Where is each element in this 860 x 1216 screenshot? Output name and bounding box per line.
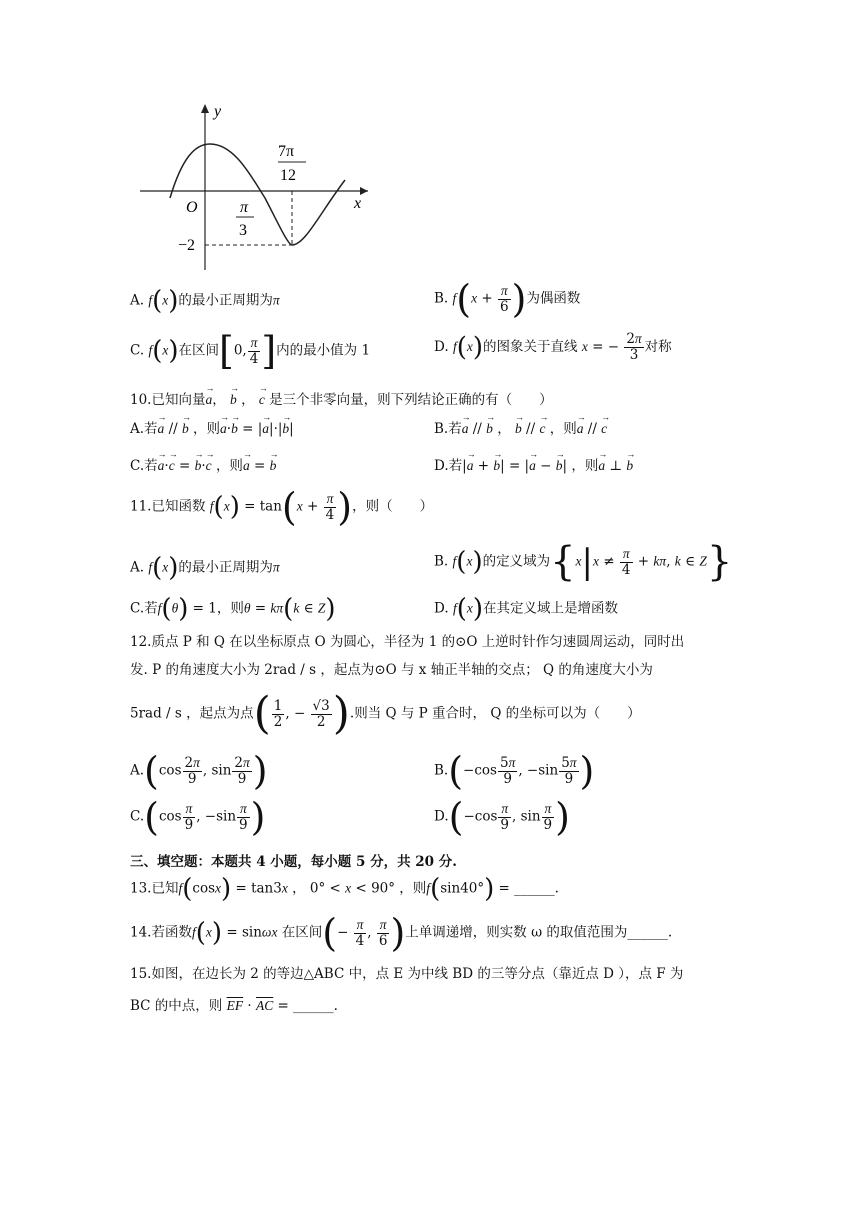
q10-option-d: D.若|→ a + → b| = |→ a − → b| ，则→ a ⊥ → b — [434, 454, 633, 474]
x-axis-label: x — [354, 195, 362, 212]
origin-label: O — [186, 199, 198, 216]
q12-line2: 发. P 的角速度大小为 2rad / s ，起点为⊙O 与 x 轴正半轴的交点； Q 的角速度大小为 — [130, 662, 653, 678]
q9-option-a: A. f(x)的最小正周期为π — [130, 286, 280, 316]
q12-option-b: B.(−cos $\frac{5\pi}{9}$ , −sin $\frac{5\pi}{9}$ ) — [434, 749, 595, 793]
q13: 13.已知f(cosx) = tan3x ， 0° < x < 90° ，则f(sin40°) = ______. — [130, 874, 559, 904]
q12-option-a: A.(cos $\frac{2\pi}{9}$ , sin $\frac{2\pi}{9}$ ) — [130, 749, 268, 793]
q12-line1: 12.质点 P 和 Q 在以坐标原点 O 为圆心，半径为 1 的⊙O 上逆时针作匀速圆周运动，同时出 — [130, 634, 685, 650]
q10-option-a: A.若→ a // → b ，则→ a·→ b = |→ a|·|→ b| — [130, 417, 294, 437]
q12-option-c: C.(cos $\frac{\pi}{9}$ , −sin $\frac{\pi}{9}$ ) — [130, 795, 266, 839]
q15-line1: 15.如图，在边长为 2 的等边△ABC 中，点 E 为中线 BD 的三等分点（靠近点 D ），点 F 为 — [130, 966, 684, 982]
q10-stem: 10.已知向量→ a， → b ， → c 是三个非零向量，则下列结论正确的有（ ） — [130, 388, 553, 408]
pi3-num: π — [240, 199, 249, 216]
min-label: −2 — [178, 237, 196, 254]
q9-option-c: C. f(x)在区间[0, $\frac{\pi}{4}$ ]内的最小值为 1 — [130, 329, 371, 373]
q9-option-d: D. f(x)的图象关于直线 x = − $\frac{2\pi}{3}$ 对称 — [434, 331, 672, 363]
q11-option-c: C.若f(θ) = 1，则θ = kπ(k ∈ Z) — [130, 594, 336, 624]
section-3-heading: 三、填空题：本题共 4 小题，每小题 5 分，共 20 分. — [130, 854, 457, 870]
q11-option-a: A. f(x)的最小正周期为π — [130, 553, 280, 583]
q10-option-c: C.若→ a·→ c = → b·→ c ，则→ a = → b — [130, 454, 276, 474]
q14: 14.若函数f(x) = sinωx 在区间(− $\frac{\pi}{4}$ , $\frac{\pi}{6}$ )上单调递增，则实数 ω 的取值范围为______. — [130, 911, 673, 955]
q11-stem: 11.已知函数 f(x) = tan(x + $\frac{\pi}{4}$ )，则（ ） — [130, 485, 434, 529]
q12-option-d: D.(−cos $\frac{\pi}{9}$ , sin $\frac{\pi}{9}$ ) — [434, 795, 570, 839]
q9-option-b: B. f(x + $\frac{\pi}{6}$ )为偶函数 — [434, 277, 581, 321]
peak-num: 7π — [278, 143, 295, 160]
q12-line3: 5rad / s ，起点为点( $\frac{1}{2}$ , − $\frac{√3}{2}$ ).则当 Q 与 P 重合时， Q 的坐标可以为（ ） — [130, 688, 641, 739]
y-axis-label: y — [214, 103, 222, 120]
q11-option-d: D. f(x)在其定义域上是增函数 — [434, 594, 619, 624]
sine-graph — [130, 98, 380, 278]
q10-option-b: B.若→ a // → b ， → b // → c ，则→ a // → c — [434, 417, 607, 437]
peak-den: 12 — [280, 167, 296, 184]
pi3-den: 3 — [239, 222, 247, 239]
q15-line2: BC 的中点，则 $\overline{EF} \cdot \overline{AC}$ = ______. — [130, 998, 338, 1014]
q11-option-b: B. f(x)的定义域为{x|x ≠ $\frac{\pi}{4}$ + kπ, k ∈ Z} — [434, 539, 733, 585]
